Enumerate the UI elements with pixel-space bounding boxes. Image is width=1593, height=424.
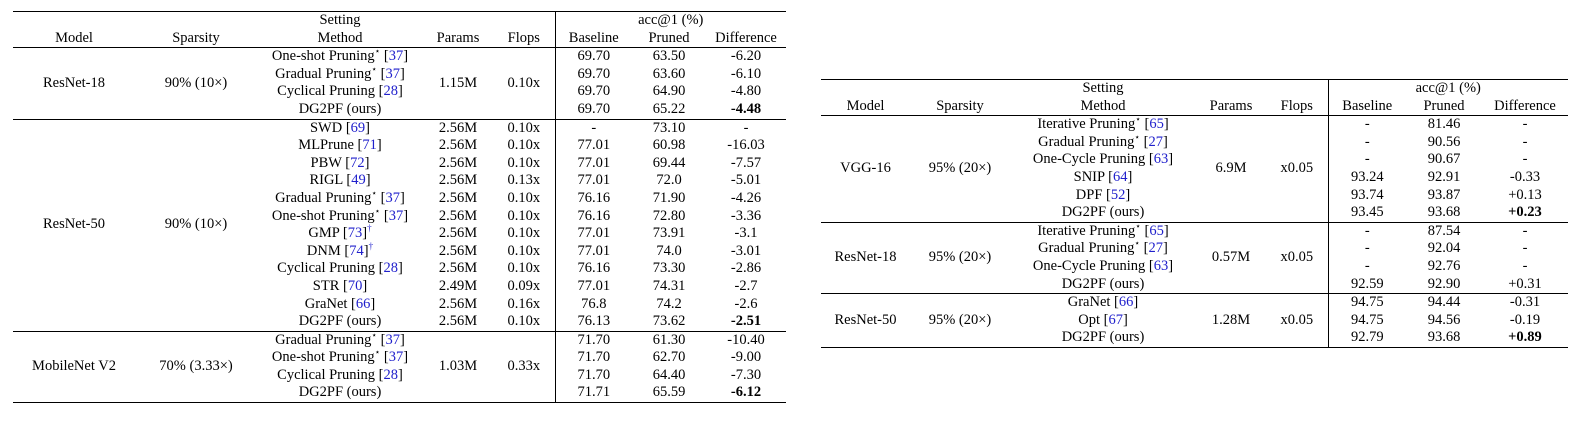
difference-cell: -6.10 xyxy=(730,65,762,82)
method-cell: GraNet [66] xyxy=(304,295,376,312)
difference-cell: -0.33 xyxy=(1509,168,1541,185)
method-cell: One-Cycle Pruning [63] xyxy=(1032,257,1174,274)
citation-link[interactable]: 27 xyxy=(1148,240,1163,257)
pruned-cell: 61.30 xyxy=(632,331,706,349)
header-sparsity: Sparsity xyxy=(936,97,984,114)
citation-link[interactable]: 71 xyxy=(362,137,377,154)
pruned-cell: 81.46 xyxy=(1427,116,1461,133)
baseline-cell: 77.01 xyxy=(555,243,632,261)
method-cell: One-Cycle Pruning [63] xyxy=(1032,151,1174,168)
header-spacer xyxy=(910,80,1010,98)
baseline-cell: - xyxy=(1328,116,1406,134)
method-cell xyxy=(1010,204,1196,222)
dagger-mark: † xyxy=(367,223,372,234)
model-cell: ResNet-18 xyxy=(821,222,910,293)
header-method: Method xyxy=(317,29,363,46)
right-results-table xyxy=(821,79,1568,348)
citation-link[interactable]: 37 xyxy=(385,331,400,348)
method-cell: Gradual Pruning⋆ [27] xyxy=(1038,238,1168,257)
citation-link[interactable]: 63 xyxy=(1153,151,1169,168)
method-name: One-shot Pruning xyxy=(271,207,375,224)
difference-cell: -2.7 xyxy=(734,277,758,294)
difference-cell: -6.12 xyxy=(730,384,762,401)
header-spacer xyxy=(1196,80,1266,98)
citation-link[interactable]: 37 xyxy=(385,189,400,206)
method-cell: One-shot Pruning⋆ [37] xyxy=(271,347,409,366)
pruned-cell: 63.50 xyxy=(652,48,686,65)
citation-link[interactable]: 37 xyxy=(388,48,404,65)
pruned-cell: 64.40 xyxy=(652,366,686,383)
method-name: One-Cycle Pruning xyxy=(1032,151,1146,168)
flops-cell: x0.05 xyxy=(1266,222,1328,293)
baseline-cell: 77.01 xyxy=(555,172,632,190)
method-name: DG2PF (ours) xyxy=(1061,275,1145,292)
citation-link[interactable]: 37 xyxy=(388,207,404,224)
difference-cell: -2.51 xyxy=(730,313,762,330)
baseline-cell: 77.01 xyxy=(555,155,632,173)
params-cell: 2.56M xyxy=(438,189,478,206)
difference-cell: -10.40 xyxy=(706,331,786,349)
table-row xyxy=(821,294,1568,312)
method-cell xyxy=(1010,276,1196,294)
pruned-cell: 94.56 xyxy=(1427,311,1461,328)
params-cell: 1.15M xyxy=(438,74,478,91)
baseline-cell: 69.70 xyxy=(555,48,632,66)
method-cell: Gradual Pruning⋆ [37] xyxy=(275,188,405,206)
params-cell: 2.56M xyxy=(438,295,478,312)
baseline-cell: - xyxy=(1328,258,1406,276)
method-cell: Cyclical Pruning [28] xyxy=(277,260,403,277)
baseline-cell: 77.01 xyxy=(555,225,632,243)
method-name: Iterative Pruning xyxy=(1037,116,1136,133)
baseline-cell: 76.13 xyxy=(555,313,632,331)
header-spacer xyxy=(1266,80,1328,98)
difference-cell: - xyxy=(1482,222,1568,240)
method-name: STR xyxy=(312,277,340,294)
header-difference: Difference xyxy=(1494,97,1556,114)
star-mark: ⋆ xyxy=(374,205,381,216)
difference-cell: -3.01 xyxy=(730,242,762,259)
params-cell: 2.56M xyxy=(438,242,478,259)
pruned-cell: 71.90 xyxy=(652,189,686,206)
method-name: Gradual Pruning xyxy=(1038,133,1135,150)
baseline-cell: 94.75 xyxy=(1328,294,1406,312)
method-cell: Cyclical Pruning [28] xyxy=(277,366,403,383)
difference-cell: -4.48 xyxy=(730,100,762,117)
header-baseline: Baseline xyxy=(1328,98,1406,116)
method-name: DNM xyxy=(306,242,341,259)
method-cell xyxy=(257,313,423,331)
flops-cell: 0.09x xyxy=(507,277,541,294)
method-cell: One-shot Pruning⋆ [37] xyxy=(271,46,409,65)
citation-link[interactable]: 52 xyxy=(1110,186,1126,203)
difference-cell: - xyxy=(1522,151,1528,168)
flops-cell: 0.10x xyxy=(507,260,541,277)
params-cell: 6.9M xyxy=(1215,160,1247,177)
star-mark: ⋆ xyxy=(1135,114,1141,125)
difference-cell: -4.26 xyxy=(730,189,762,206)
difference-cell: +0.89 xyxy=(1508,329,1542,346)
flops-cell: 0.10x xyxy=(507,242,541,259)
difference-cell: +0.31 xyxy=(1508,275,1542,292)
baseline-cell: 76.16 xyxy=(555,260,632,278)
flops-cell: 0.10x xyxy=(507,313,541,330)
citation-link[interactable]: 27 xyxy=(1148,133,1163,150)
method-cell: Gradual Pruning⋆ [27] xyxy=(1038,131,1168,150)
params-cell: 1.03M xyxy=(423,331,493,402)
baseline-cell: - xyxy=(1328,222,1406,240)
flops-cell: 0.33x xyxy=(493,331,555,402)
method-cell xyxy=(257,101,423,119)
flops-cell: 0.10x xyxy=(493,119,555,137)
table-row xyxy=(13,48,786,66)
header-params: Params xyxy=(436,29,480,46)
params-cell: 0.57M xyxy=(1196,222,1266,293)
header-method: Method xyxy=(1080,97,1126,114)
pruned-cell: 72.0 xyxy=(656,172,682,189)
method-cell: Iterative Pruning⋆ [65] xyxy=(1037,114,1169,133)
difference-cell: -0.31 xyxy=(1482,294,1568,312)
baseline-cell: - xyxy=(1328,151,1406,169)
baseline-cell: 93.74 xyxy=(1328,187,1406,205)
params-cell: 2.49M xyxy=(438,277,478,294)
method-name: Iterative Pruning xyxy=(1037,222,1136,239)
pruned-cell: 90.56 xyxy=(1427,133,1461,150)
dagger-mark: † xyxy=(368,240,374,251)
table-row xyxy=(13,331,786,349)
method-name: SNIP xyxy=(1073,168,1105,185)
difference-cell: - xyxy=(1522,116,1528,133)
method-name: DG2PF (ours) xyxy=(298,100,382,117)
pruned-cell: 87.54 xyxy=(1406,222,1482,240)
flops-cell: 0.10x xyxy=(507,74,541,91)
citation-link[interactable]: 37 xyxy=(388,349,404,366)
citation-link[interactable]: 28 xyxy=(383,83,398,100)
header-params: Params xyxy=(1209,97,1253,114)
pruned-cell: 94.44 xyxy=(1406,294,1482,312)
pruned-cell: 73.91 xyxy=(652,225,686,242)
pruned-cell: 93.87 xyxy=(1427,186,1461,203)
method-cell: Opt [67] xyxy=(1078,311,1128,328)
method-name: One-shot Pruning xyxy=(271,48,375,65)
header-acc: acc@1 (%) xyxy=(1328,80,1568,98)
header-pruned: Pruned xyxy=(648,29,690,46)
params-cell: 2.56M xyxy=(438,207,478,224)
difference-cell: -7.57 xyxy=(730,154,762,171)
method-name: GraNet xyxy=(1067,294,1111,311)
baseline-cell: 71.70 xyxy=(555,349,632,367)
method-cell: One-shot Pruning⋆ [37] xyxy=(271,205,409,224)
citation-link[interactable]: 69 xyxy=(350,119,366,136)
method-name: MLPrune xyxy=(298,137,354,154)
method-name: Cyclical Pruning xyxy=(277,366,376,383)
params-cell: 2.56M xyxy=(438,137,478,154)
header-setting: Setting xyxy=(1082,80,1124,96)
baseline-cell: 76.16 xyxy=(555,208,632,226)
params-cell: 2.56M xyxy=(438,313,478,330)
model-cell: ResNet-18 xyxy=(42,74,105,91)
baseline-cell: 93.24 xyxy=(1328,169,1406,187)
citation-link[interactable]: 73 xyxy=(347,225,363,242)
baseline-cell: 77.01 xyxy=(555,137,632,155)
difference-cell: +0.13 xyxy=(1508,186,1542,203)
model-cell: MobileNet V2 xyxy=(13,331,135,402)
difference-cell: -2.86 xyxy=(730,260,762,277)
method-cell: DNM [74]† xyxy=(306,240,374,259)
citation-link[interactable]: 28 xyxy=(383,366,398,383)
header-setting: Setting xyxy=(319,12,361,28)
method-name: Cyclical Pruning xyxy=(277,83,376,100)
star-mark: ⋆ xyxy=(1134,238,1141,249)
method-cell xyxy=(1010,329,1196,347)
table-row xyxy=(821,222,1568,240)
citation-link[interactable]: 37 xyxy=(385,65,400,82)
citation-link[interactable]: 74 xyxy=(349,242,364,259)
flops-cell: 0.10x xyxy=(507,225,541,242)
baseline-cell: 92.59 xyxy=(1328,276,1406,294)
pruned-cell: 63.60 xyxy=(652,65,686,82)
baseline-cell: 71.70 xyxy=(555,367,632,385)
baseline-cell: 71.70 xyxy=(555,331,632,349)
left-results-table xyxy=(13,11,786,403)
baseline-cell: 77.01 xyxy=(555,278,632,296)
method-cell: GMP [73]† xyxy=(308,223,372,242)
flops-cell: 0.10x xyxy=(507,154,541,171)
sparsity-cell: 90% (10×) xyxy=(164,74,228,91)
method-cell: GraNet [66] xyxy=(1010,294,1196,312)
pruned-cell: 92.90 xyxy=(1427,275,1461,292)
star-mark: ⋆ xyxy=(374,347,381,358)
pruned-cell: 69.44 xyxy=(652,154,686,171)
baseline-cell: 93.45 xyxy=(1328,204,1406,222)
pruned-cell: 93.68 xyxy=(1427,204,1461,221)
difference-cell: -4.80 xyxy=(730,83,762,100)
baseline-cell: 92.79 xyxy=(1328,329,1406,347)
difference-cell: -2.6 xyxy=(734,295,758,312)
baseline-cell: 94.75 xyxy=(1328,312,1406,330)
params-cell: 2.56M xyxy=(423,119,493,137)
flops-cell: x0.05 xyxy=(1266,294,1328,348)
pruned-cell: 72.80 xyxy=(652,207,686,224)
pruned-cell: 73.10 xyxy=(632,119,706,137)
method-name: Cyclical Pruning xyxy=(277,260,376,277)
header-spacer xyxy=(135,12,257,30)
difference-cell: -5.01 xyxy=(730,172,762,189)
difference-cell: -16.03 xyxy=(727,137,765,154)
baseline-cell: 76.8 xyxy=(555,296,632,314)
params-cell: 1.28M xyxy=(1196,294,1266,348)
method-name: One-shot Pruning xyxy=(271,349,375,366)
flops-cell: x0.05 xyxy=(1280,160,1314,177)
method-cell: MLPrune [71] xyxy=(298,137,382,154)
difference-cell: - xyxy=(1522,240,1528,257)
model-cell: ResNet-50 xyxy=(13,119,135,331)
baseline-cell: 76.16 xyxy=(555,190,632,208)
header-spacer xyxy=(423,12,493,30)
star-mark: ⋆ xyxy=(371,63,378,74)
method-name: SWD xyxy=(309,119,343,136)
method-cell: STR [70] xyxy=(312,277,368,294)
star-mark: ⋆ xyxy=(374,46,381,57)
difference-cell: -3.1 xyxy=(734,225,758,242)
pruned-cell: 74.0 xyxy=(656,242,682,259)
citation-link[interactable]: 66 xyxy=(355,295,371,312)
method-cell: SNIP [64] xyxy=(1073,168,1133,185)
header-model: Model xyxy=(55,29,93,46)
citation-link[interactable]: 28 xyxy=(383,260,398,277)
pruned-cell: 92.76 xyxy=(1427,257,1461,274)
pruned-cell: 74.2 xyxy=(656,295,682,312)
method-cell xyxy=(257,384,423,402)
params-cell: 2.56M xyxy=(438,172,478,189)
method-cell: Gradual Pruning⋆ [37] xyxy=(257,331,423,349)
model-cell: VGG-16 xyxy=(840,160,891,177)
pruned-cell: 65.22 xyxy=(652,100,686,117)
method-name: Gradual Pruning xyxy=(1038,240,1135,257)
pruned-cell: 62.70 xyxy=(652,349,686,366)
pruned-cell: 60.98 xyxy=(652,137,686,154)
header-spacer xyxy=(493,12,555,30)
difference-cell: -0.19 xyxy=(1509,311,1541,328)
baseline-cell: 69.70 xyxy=(555,101,632,119)
header-baseline: Baseline xyxy=(555,30,632,48)
pruned-cell: 65.59 xyxy=(652,384,686,401)
star-mark: ⋆ xyxy=(1135,220,1141,231)
flops-cell: 0.10x xyxy=(507,189,541,206)
difference-cell: -9.00 xyxy=(730,349,762,366)
pruned-cell: 73.30 xyxy=(652,260,686,277)
baseline-cell: 69.70 xyxy=(555,66,632,84)
citation-link[interactable]: 63 xyxy=(1153,257,1169,274)
header-acc: acc@1 (%) xyxy=(555,12,786,30)
citation-link[interactable]: 65 xyxy=(1149,222,1164,239)
params-cell: 2.56M xyxy=(438,225,478,242)
baseline-cell: 69.70 xyxy=(555,83,632,101)
citation-link[interactable]: 49 xyxy=(351,172,366,189)
pruned-cell: 92.91 xyxy=(1427,168,1461,185)
difference-cell: -3.36 xyxy=(730,207,762,224)
header-sparsity: Sparsity xyxy=(172,29,220,46)
method-cell: DPF [52] xyxy=(1075,186,1131,203)
difference-cell: - xyxy=(1522,133,1528,150)
method-name: DG2PF (ours) xyxy=(1061,204,1145,221)
citation-link[interactable]: 70 xyxy=(347,277,363,294)
method-cell: Gradual Pruning⋆ [37] xyxy=(275,63,405,82)
flops-cell: 0.16x xyxy=(507,295,541,312)
citation-link[interactable]: 66 xyxy=(1118,294,1134,311)
method-name: Gradual Pruning xyxy=(275,331,372,348)
pruned-cell: 90.67 xyxy=(1427,151,1461,168)
method-name: Gradual Pruning xyxy=(275,189,372,206)
method-name: GMP xyxy=(308,225,340,242)
method-name: One-Cycle Pruning xyxy=(1032,257,1146,274)
params-cell: 2.56M xyxy=(438,260,478,277)
flops-cell: 0.13x xyxy=(507,172,541,189)
pruned-cell: 92.04 xyxy=(1427,240,1461,257)
header-flops: Flops xyxy=(1280,97,1313,114)
difference-cell: - xyxy=(1522,257,1528,274)
header-spacer xyxy=(13,12,135,30)
star-mark: ⋆ xyxy=(371,188,378,199)
method-name: DG2PF (ours) xyxy=(298,313,382,330)
method-name: DPF xyxy=(1075,186,1103,203)
difference-cell: -7.30 xyxy=(730,366,762,383)
baseline-cell: - xyxy=(1328,240,1406,258)
difference-cell: -6.20 xyxy=(730,48,762,65)
difference-cell: +0.23 xyxy=(1508,204,1542,221)
method-name: Gradual Pruning xyxy=(275,65,372,82)
pruned-cell: 73.62 xyxy=(652,313,686,330)
star-mark: ⋆ xyxy=(371,329,378,340)
pruned-cell: 93.68 xyxy=(1427,329,1461,346)
method-name: DG2PF (ours) xyxy=(1061,329,1145,346)
method-name: GraNet xyxy=(304,295,348,312)
model-cell: ResNet-50 xyxy=(821,294,910,348)
method-name: PBW xyxy=(310,154,342,171)
sparsity-cell: 90% (10×) xyxy=(135,119,257,331)
difference-cell: - xyxy=(706,119,786,137)
params-cell: 2.56M xyxy=(438,154,478,171)
header-pruned: Pruned xyxy=(1423,97,1465,114)
sparsity-cell: 95% (20×) xyxy=(910,222,1010,293)
pruned-cell: 64.90 xyxy=(652,83,686,100)
header-model: Model xyxy=(846,97,885,114)
method-cell: SWD [69] xyxy=(257,119,423,137)
method-name: Opt xyxy=(1078,311,1100,328)
star-mark: ⋆ xyxy=(1134,131,1141,142)
citation-link[interactable]: 67 xyxy=(1108,311,1123,328)
method-name: RIGL xyxy=(309,172,343,189)
flops-cell: 0.10x xyxy=(507,137,541,154)
citation-link[interactable]: 65 xyxy=(1149,116,1164,133)
pruned-cell: 74.31 xyxy=(652,277,686,294)
baseline-cell: 71.71 xyxy=(555,384,632,402)
table-row xyxy=(13,119,786,137)
method-cell: RIGL [49] xyxy=(309,172,371,189)
header-difference: Difference xyxy=(715,29,777,46)
citation-link[interactable]: 72 xyxy=(350,154,365,171)
sparsity-cell: 95% (20×) xyxy=(928,160,992,177)
method-cell: Cyclical Pruning [28] xyxy=(277,83,403,100)
citation-link[interactable]: 64 xyxy=(1113,168,1128,185)
sparsity-cell: 70% (3.33×) xyxy=(135,331,257,402)
method-cell: Iterative Pruning⋆ [65] xyxy=(1010,222,1196,240)
header-spacer xyxy=(821,80,910,98)
baseline-cell: - xyxy=(555,119,632,137)
method-name: DG2PF (ours) xyxy=(298,384,382,401)
header-flops: Flops xyxy=(507,29,540,46)
sparsity-cell: 95% (20×) xyxy=(910,294,1010,348)
baseline-cell: - xyxy=(1328,134,1406,152)
table-row xyxy=(821,116,1568,134)
method-cell: PBW [72] xyxy=(310,154,370,171)
flops-cell: 0.10x xyxy=(507,207,541,224)
